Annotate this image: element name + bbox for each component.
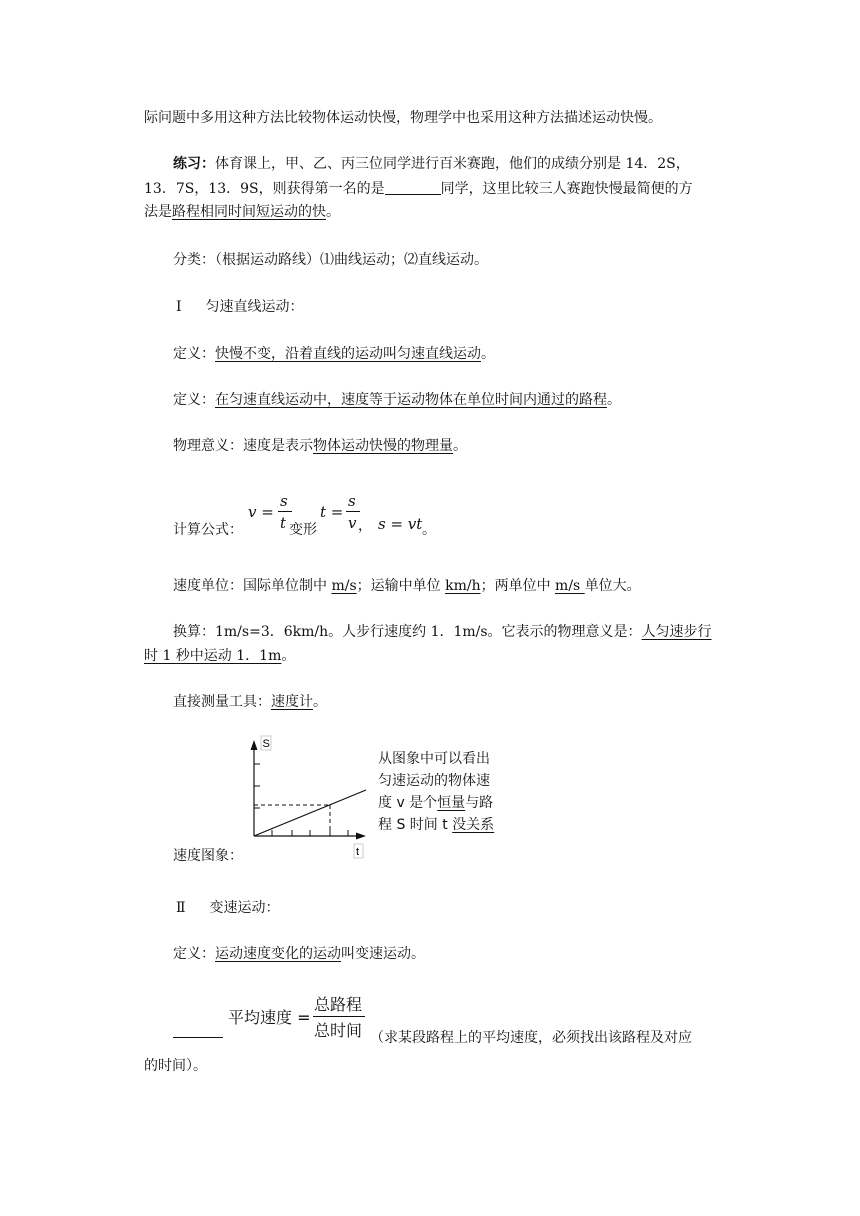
section2-number: Ⅱ bbox=[176, 900, 186, 916]
avg-bar bbox=[313, 1016, 365, 1017]
formula-label: 计算公式： bbox=[173, 522, 243, 538]
y-ticks bbox=[254, 764, 260, 808]
avg-lhs: 平均速度 = bbox=[228, 1008, 311, 1027]
unit-text-g: 单位大。 bbox=[584, 578, 641, 594]
tool-label: 直接测量工具： bbox=[173, 694, 271, 710]
unit-kmh: km/h bbox=[445, 578, 481, 594]
caption-3b: 恒量 bbox=[437, 795, 466, 811]
formula-v-denominator: t bbox=[280, 514, 287, 532]
speed-graph bbox=[236, 732, 376, 862]
meaning-underlined: 物体运动快慢的物理量 bbox=[313, 438, 453, 454]
caption-3a: 度 v 是个 bbox=[378, 795, 438, 811]
exercise-text-3c: 。 bbox=[326, 204, 340, 220]
meaning-end: 。 bbox=[453, 438, 467, 454]
exercise-line-3 bbox=[144, 202, 340, 222]
x-axis-arrow bbox=[356, 833, 366, 840]
x-ticks bbox=[272, 830, 348, 836]
meaning-label: 物理意义：速度是表示 bbox=[173, 438, 313, 454]
speed-line bbox=[254, 790, 366, 836]
formula-s: s = vt bbox=[378, 515, 423, 533]
caption-line-1: 从图象中可以看出 bbox=[378, 751, 490, 767]
unit-text-c: ；运输中单位 bbox=[356, 578, 446, 594]
exercise-label: 练习： bbox=[173, 156, 215, 172]
avg-speed-formula bbox=[228, 992, 378, 1044]
classify-line: 分类：（根据运动路线）⑴曲线运动；⑵直线运动。 bbox=[173, 252, 488, 268]
tool-end: 。 bbox=[313, 694, 327, 710]
formula-deform: 变形 bbox=[289, 522, 317, 538]
conversion-line-1 bbox=[173, 622, 712, 642]
formula-end: 。 bbox=[422, 522, 436, 538]
section1-heading bbox=[176, 297, 304, 317]
def3-end: 叫变速运动。 bbox=[341, 946, 425, 962]
def2-label: 定义： bbox=[173, 392, 215, 408]
tool-underlined: 速度计 bbox=[271, 694, 313, 710]
avg-blank-line[interactable] bbox=[173, 1037, 223, 1038]
caption-4a: 程 S 时间 t bbox=[378, 817, 453, 833]
formula-comma: ， bbox=[358, 518, 372, 534]
exercise-line-1 bbox=[173, 154, 690, 174]
def1-label: 定义： bbox=[173, 346, 215, 362]
avg-denominator: 总时间 bbox=[314, 1021, 363, 1040]
caption-line-4 bbox=[378, 814, 494, 836]
caption-3c: 与路 bbox=[465, 795, 494, 811]
x-axis-label: t bbox=[356, 846, 360, 858]
section2-title: 变速运动： bbox=[209, 900, 280, 916]
graph-label: 速度图象： bbox=[173, 848, 243, 864]
section1-title: 匀速直线运动： bbox=[205, 299, 304, 315]
conversion-underlined-1: 人匀速步行 bbox=[641, 624, 712, 640]
definition-3 bbox=[173, 944, 425, 964]
formula-v-lhs: v = bbox=[248, 503, 274, 521]
def1-end: 。 bbox=[481, 346, 495, 362]
def1-underlined: 快慢不变，沿着直线的运动叫匀速直线运动 bbox=[215, 346, 481, 362]
conversion-line-2 bbox=[144, 646, 295, 666]
formula-t-numerator: s bbox=[348, 492, 356, 510]
exercise-line-2 bbox=[144, 179, 693, 199]
y-axis-arrow bbox=[251, 740, 258, 750]
physical-meaning bbox=[173, 436, 467, 456]
unit-text-a: 速度单位：国际单位制中 bbox=[173, 578, 332, 594]
measure-tool bbox=[173, 692, 327, 712]
caption-4b: 没关系 bbox=[452, 817, 495, 833]
caption-line-3 bbox=[378, 792, 494, 814]
exercise-text-2a: 13．7S，13．9S，则获得第一名的是 bbox=[144, 181, 385, 197]
avg-note-1: （求某段路程上的平均速度，必须找出该路程及对应 bbox=[370, 1030, 692, 1046]
unit-text-e: ；两单位中 bbox=[480, 578, 556, 594]
exercise-text-2b: 同学，这里比较三人赛跑快慢最简便的方 bbox=[440, 181, 693, 197]
unit-ms: m/s bbox=[331, 578, 357, 594]
conversion-end: 。 bbox=[281, 648, 296, 664]
definition-1 bbox=[173, 344, 495, 364]
exercise-text-3a: 法是 bbox=[144, 204, 172, 220]
formula-v-numerator: s bbox=[280, 492, 288, 510]
section1-number: Ⅰ bbox=[176, 299, 182, 315]
section2-heading bbox=[176, 898, 280, 918]
intro-line: 际问题中多用这种方法比较物体运动快慢，物理学中也采用这种方法描述运动快慢。 bbox=[144, 110, 662, 126]
exercise-answer-underlined: 路程相同时间短运动的快 bbox=[172, 204, 326, 220]
y-axis-label: S bbox=[262, 738, 270, 750]
def3-label: 定义： bbox=[173, 946, 215, 962]
def2-underlined: 在匀速直线运动中，速度等于运动物体在单位时间内通过的路程 bbox=[215, 392, 607, 408]
definition-2 bbox=[173, 390, 621, 410]
caption-line-2: 匀速运动的物体速 bbox=[378, 773, 490, 789]
conversion-underlined-2: 时 1 秒中运动 1．1m bbox=[144, 648, 282, 664]
graph-caption bbox=[378, 748, 494, 836]
def3-underlined: 运动速度变化的运动 bbox=[215, 946, 341, 962]
speed-units bbox=[173, 576, 641, 596]
formula-v-bar bbox=[278, 511, 292, 512]
avg-note-2: 的时间）。 bbox=[144, 1058, 207, 1074]
exercise-text-1: 体育课上，甲、乙、丙三位同学进行百米赛跑，他们的成绩分别是 14．2S， bbox=[215, 156, 690, 172]
answer-blank[interactable] bbox=[385, 180, 441, 195]
formula-t-lhs: t = bbox=[320, 503, 344, 521]
def2-end: 。 bbox=[607, 392, 621, 408]
avg-numerator: 总路程 bbox=[314, 995, 363, 1014]
formula-t-denominator: v bbox=[348, 514, 357, 532]
conversion-text: 换算：1m/s=3．6km/h。人步行速度约 1．1m/s。它表示的物理意义是： bbox=[173, 624, 642, 640]
formula-t-bar bbox=[346, 511, 360, 512]
unit-ms-2: m/s bbox=[555, 578, 585, 594]
